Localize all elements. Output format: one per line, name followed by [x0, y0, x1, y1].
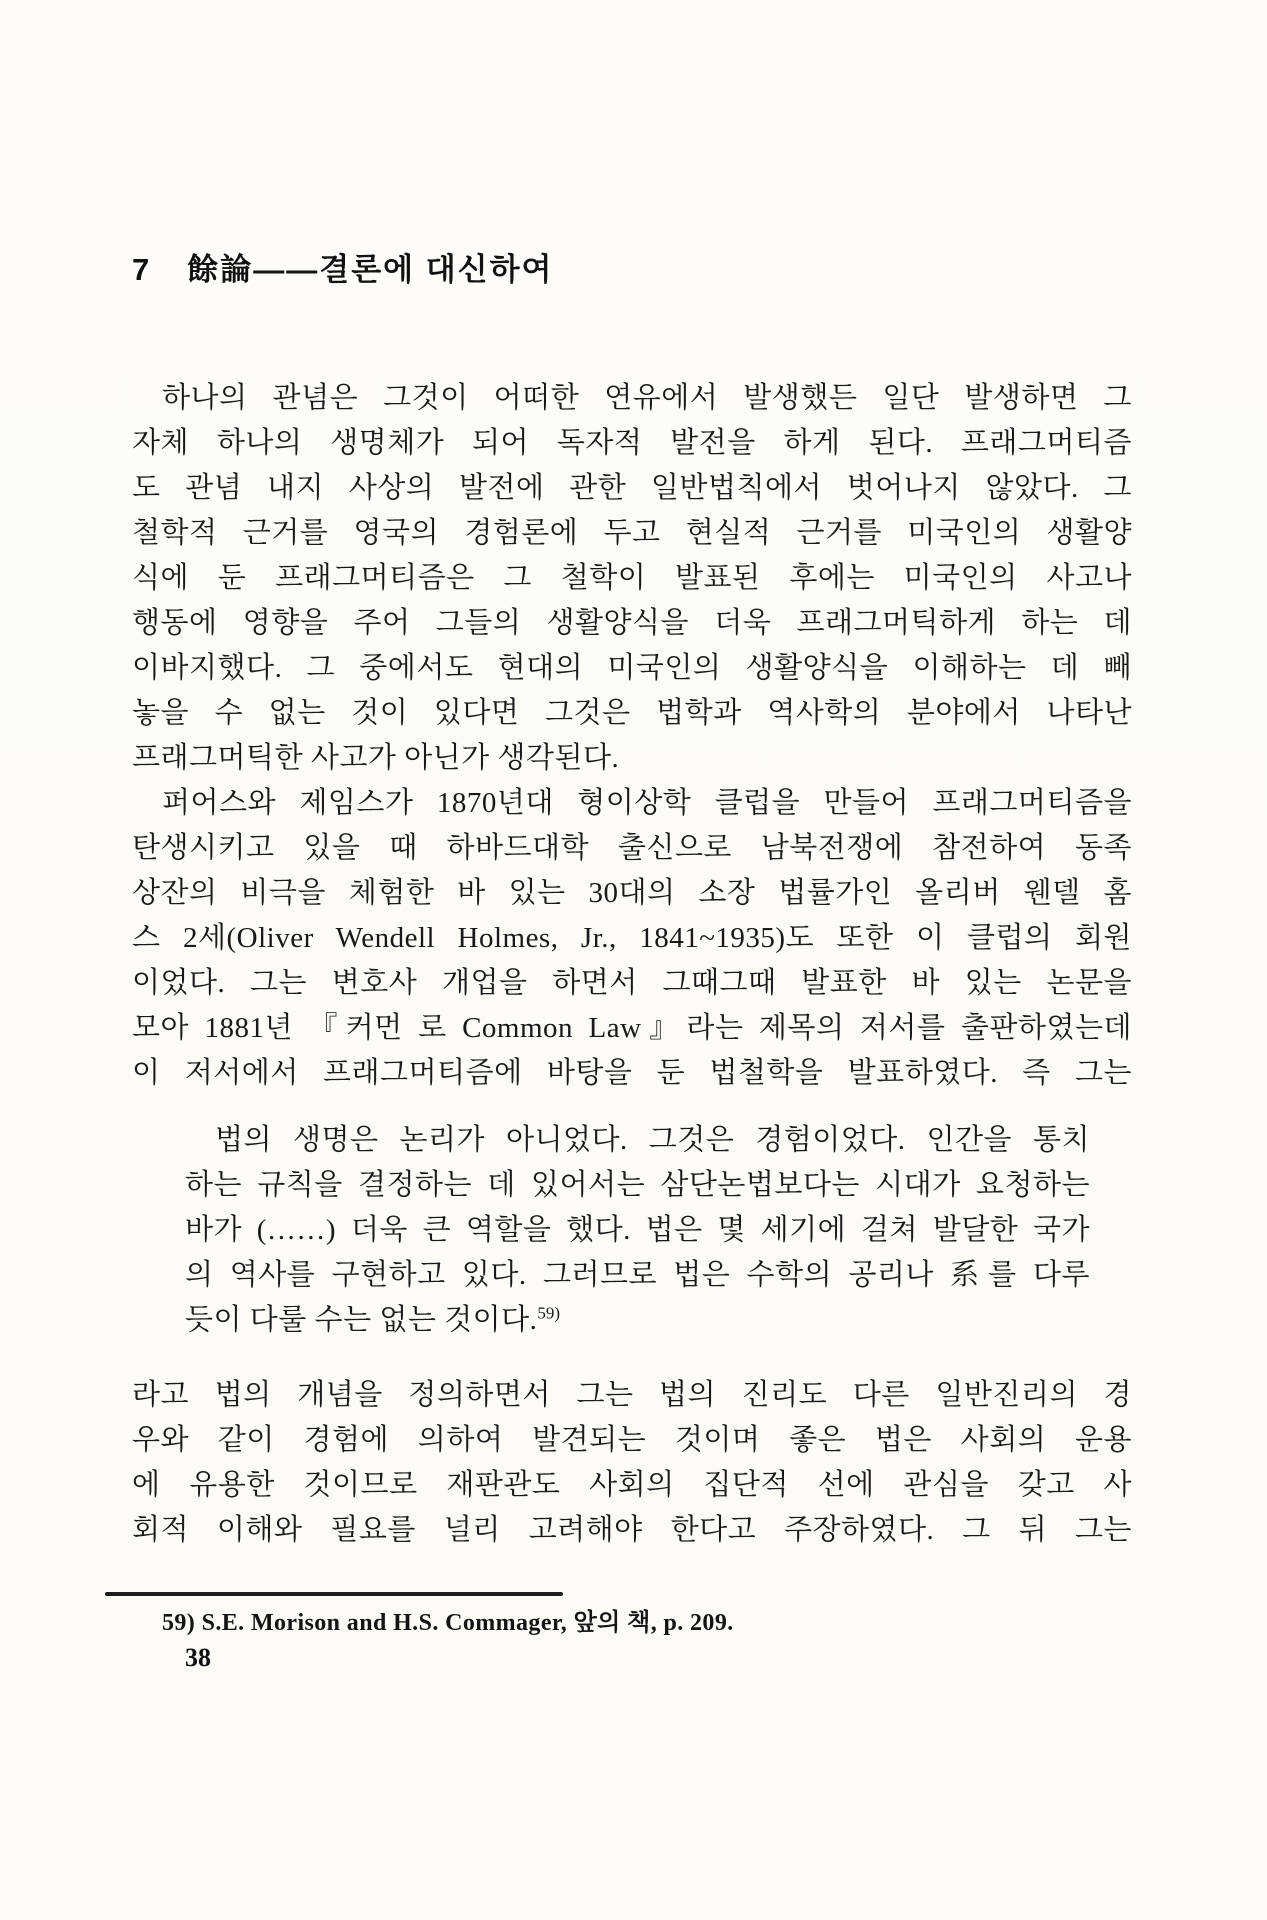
body-paragraph-2: [132, 781, 1132, 1096]
text-block: [132, 248, 1132, 1553]
footnote-text: 59) S.E. Morison and H.S. Commager, 앞의 책, p. 209.: [162, 1610, 734, 1636]
quote-last-line: [185, 1298, 1090, 1343]
footnote-divider: [105, 1592, 563, 1596]
text-line: 철학적 근거를 영국의 경험론에 두고 현실적 근거를 미국인의 생활양: [132, 517, 1132, 549]
text-line: 자체 하나의 생명체가 되어 독자적 발전을 하게 된다. 프래그머티즘: [132, 427, 1132, 459]
text-line: 이 저서에서 프래그머티즘에 바탕을 둔 법철학을 발표하였다. 즉 그는: [132, 1057, 1132, 1089]
text-line: 모아 1881년 『커먼 로 Common Law』라는 제목의 저서를 출판하였는데: [132, 1012, 1132, 1044]
quote-line-text: 듯이 다룰 수는 없는 것이다.: [185, 1304, 538, 1336]
text-line: 식에 둔 프래그머티즘은 그 철학이 발표된 후에는 미국인의 사고나: [132, 562, 1132, 594]
body-paragraph-1: [132, 376, 1132, 781]
body-paragraph-3: [132, 1373, 1132, 1553]
section-number: 7: [132, 252, 152, 287]
text-line: 이바지했다. 그 중에서도 현대의 미국인의 생활양식을 이해하는 데 빼: [132, 652, 1132, 684]
page-number: 38: [185, 1643, 211, 1672]
quote-line: 법의 생명은 논리가 아니었다. 그것은 경험이었다. 인간을 통치: [215, 1124, 1090, 1156]
quote-line: 바가 (……) 더욱 큰 역할을 했다. 법은 몇 세기에 걸쳐 발달한 국가: [185, 1214, 1090, 1246]
text-line: 하나의 관념은 그것이 어떠한 연유에서 발생했든 일단 발생하면 그: [162, 382, 1132, 414]
text-line: 도 관념 내지 사상의 발전에 관한 일반법칙에서 벗어나지 않았다. 그: [132, 472, 1132, 504]
text-line: 프래그머틱한 사고가 아닌가 생각된다.: [132, 742, 620, 774]
quote-line: 하는 규칙을 결정하는 데 있어서는 삼단논법보다는 시대가 요청하는: [185, 1169, 1090, 1201]
block-quote: [185, 1118, 1090, 1343]
section-heading: [132, 248, 1132, 292]
quote-line: 의 역사를 구현하고 있다. 그러므로 법은 수학의 공리나 系를 다루: [185, 1259, 1090, 1291]
text-line: 회적 이해와 필요를 널리 고려해야 한다고 주장하였다. 그 뒤 그는: [132, 1514, 1132, 1546]
footnote-reference-mark: 59): [537, 1303, 561, 1323]
text-line: 이었다. 그는 변호사 개업을 하면서 그때그때 발표한 바 있는 논문을: [132, 967, 1132, 999]
section-title: 餘論——결론에 대신하여: [187, 252, 554, 287]
text-line: 스 2세(Oliver Wendell Holmes, Jr., 1841~1935)도 또한 이 클럽의 회원: [132, 922, 1132, 954]
text-line: 탄생시키고 있을 때 하바드대학 출신으로 남북전쟁에 참전하여 동족: [132, 832, 1132, 864]
text-line: 라고 법의 개념을 정의하면서 그는 법의 진리도 다른 일반진리의 경: [132, 1379, 1132, 1411]
text-line: 상잔의 비극을 체험한 바 있는 30대의 소장 법률가인 올리버 웬델 홈: [132, 877, 1132, 909]
text-line: 우와 같이 경험에 의하여 발견되는 것이며 좋은 법은 사회의 운용: [132, 1424, 1132, 1456]
text-line: 퍼어스와 제임스가 1870년대 형이상학 클럽을 만들어 프래그머티즘을: [162, 787, 1132, 819]
text-line: 에 유용한 것이므로 재판관도 사회의 집단적 선에 관심을 갖고 사: [132, 1469, 1132, 1501]
text-line: 놓을 수 없는 것이 있다면 그것은 법학과 역사학의 분야에서 나타난: [132, 697, 1132, 729]
text-line: 행동에 영향을 주어 그들의 생활양식을 더욱 프래그머틱하게 하는 데: [132, 607, 1132, 639]
